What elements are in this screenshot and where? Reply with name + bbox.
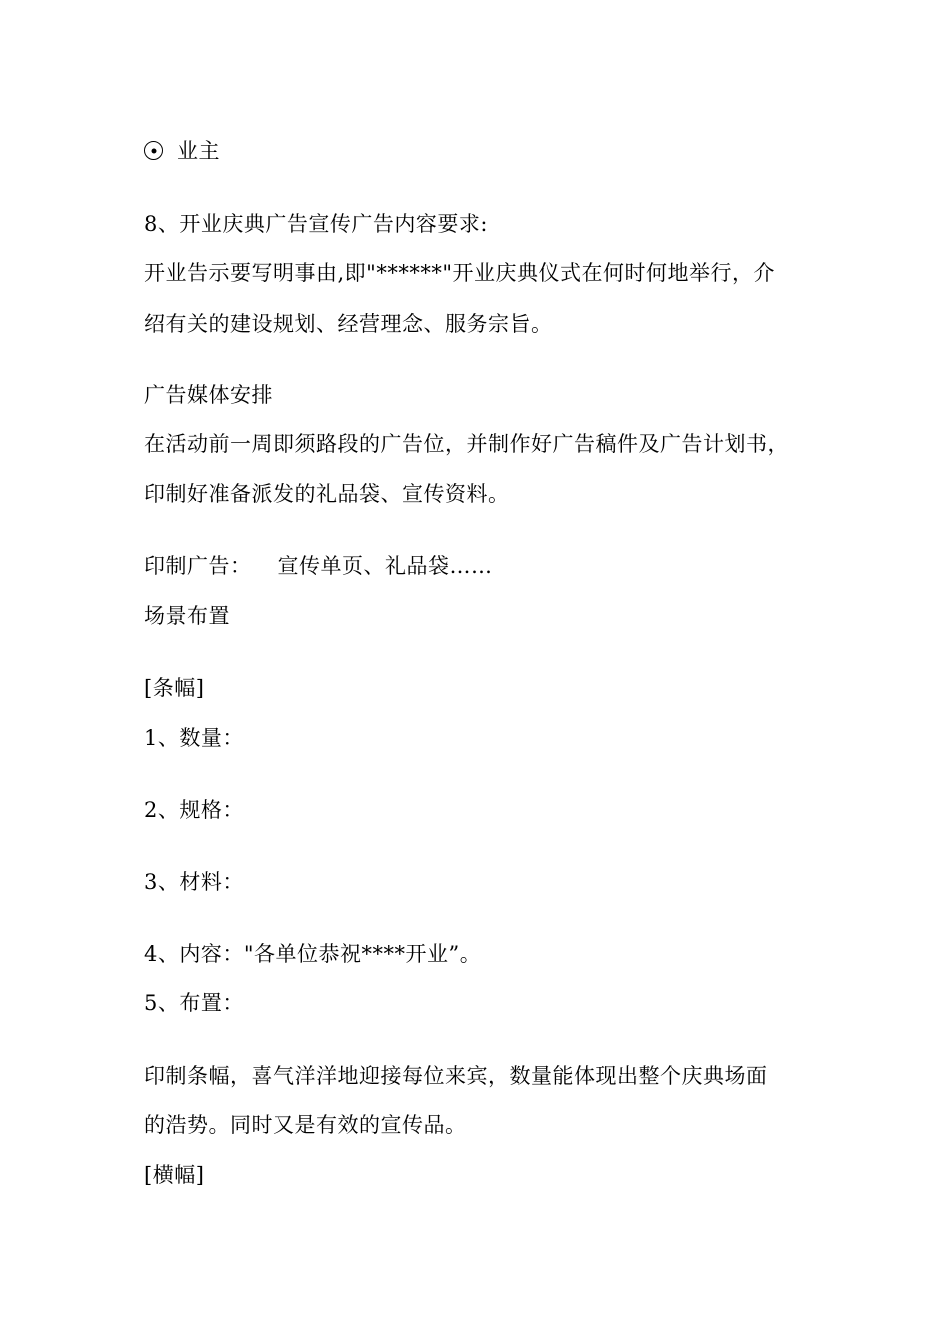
- banner-item-spec: 2、规格：: [144, 798, 244, 822]
- banner-item-content: 4、内容："各单位恭祝****开业”。: [144, 942, 482, 966]
- ad-requirements-paragraph-line-1: 开业告示要写明事由,即"******"开业庆典仪式在何时何地举行，介: [144, 261, 775, 285]
- media-arrangement-paragraph-line-1: 在活动前一周即须路段的广告位，并制作好广告稿件及广告计划书，: [144, 432, 789, 456]
- horizontal-banner-heading: [横幅]: [144, 1163, 205, 1187]
- print-ads-value: 宣传单页、礼品袋……: [277, 554, 493, 578]
- banner-item-arrangement: 5、布置：: [144, 991, 244, 1015]
- banner-section-heading: [条幅]: [144, 676, 205, 700]
- ad-requirements-heading: 8、开业庆典广告宣传广告内容要求:: [144, 212, 488, 236]
- print-ads-label: 印制广告：: [144, 554, 252, 578]
- banner-item-material: 3、材料：: [144, 870, 244, 894]
- banner-description-line-1: 印制条幅，喜气洋洋地迎接每位来宾，数量能体现出整个庆典场面: [144, 1064, 768, 1088]
- media-arrangement-heading: 广告媒体安排: [144, 383, 273, 407]
- owner-bullet-line: [144, 137, 220, 165]
- circle-dot-bullet-icon: [144, 141, 163, 160]
- scene-layout-heading: 场景布置: [144, 604, 230, 628]
- media-arrangement-paragraph-line-2: 印制好准备派发的礼品袋、宣传资料。: [144, 482, 510, 506]
- owner-text: 业主: [177, 139, 220, 163]
- banner-item-quantity: 1、数量：: [144, 726, 244, 750]
- print-ads-line: [144, 552, 493, 580]
- ad-requirements-paragraph-line-2: 绍有关的建设规划、经营理念、服务宗旨。: [144, 312, 553, 336]
- banner-description-line-2: 的浩势。同时又是有效的宣传品。: [144, 1113, 467, 1137]
